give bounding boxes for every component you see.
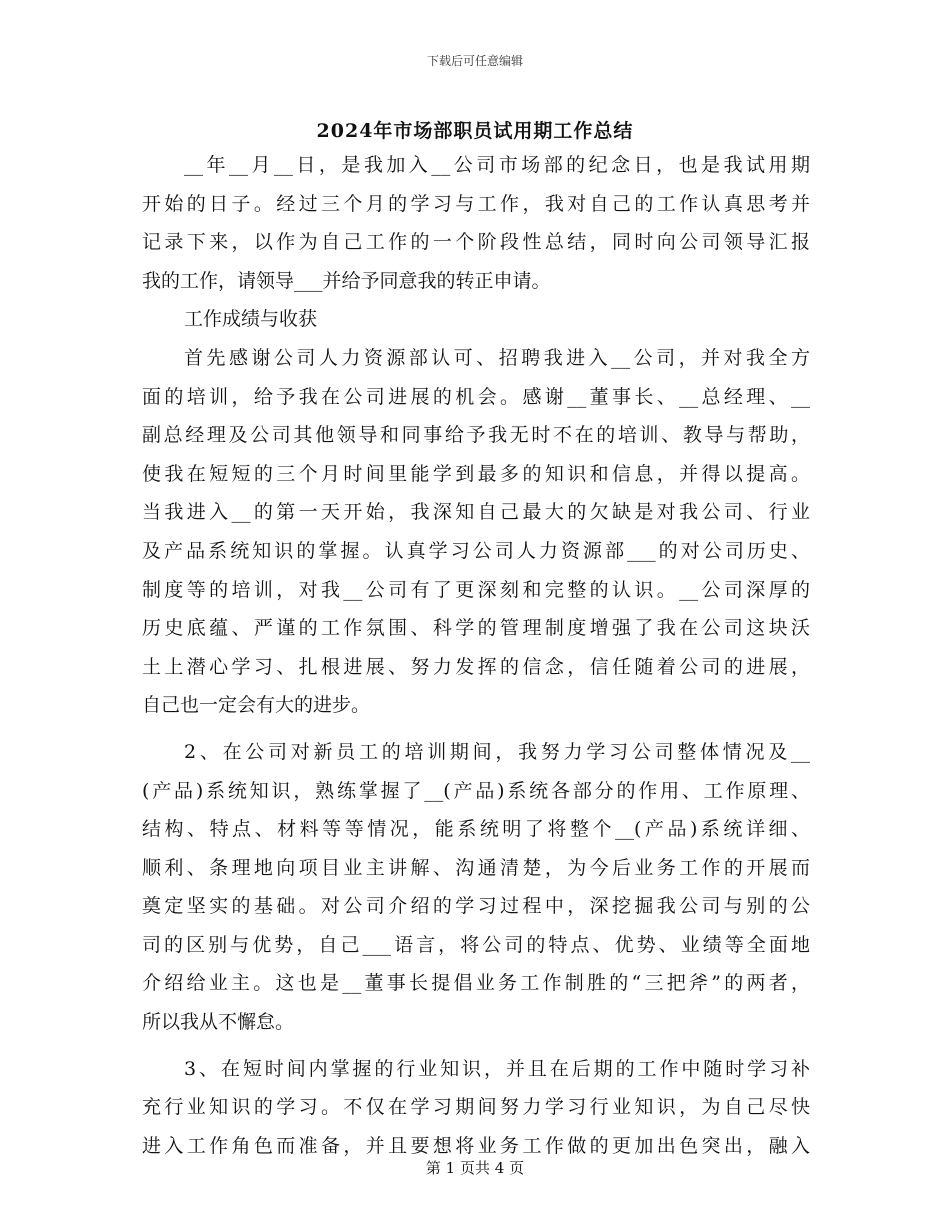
text-line: 使我在短短的三个月时间里能学到最多的知识和信息，并得以提高。: [142, 462, 810, 485]
text-line: 制度等的培训，对我__公司有了更深刻和完整的认识。__公司深厚的: [142, 578, 810, 601]
text-line: 充行业知识的学习。不仅在学习期间努力学习行业知识，为自己尽快: [142, 1096, 810, 1119]
text-line: 我的工作，请领导___并给予同意我的转正申请。: [142, 269, 551, 292]
document-title: 2024年市场部职员试用期工作总结: [316, 120, 634, 142]
section-heading: 工作成绩与收获: [184, 308, 318, 331]
text-line: 土上潜心学习、扎根进展、努力发挥的信念，信任随着公司的进展，: [142, 655, 810, 678]
text-line: 介绍给业主。这也是__董事长提倡业务工作制胜的“三把斧”的两者，: [142, 972, 810, 995]
text-line: 奠定坚实的基础。对公司介绍的学习过程中，深挖掘我公司与别的公: [142, 895, 810, 918]
text-line: 记录下来，以作为自己工作的一个阶段性总结，同时向公司领导汇报: [142, 231, 810, 254]
text-line: 及产品系统知识的掌握。认真学习公司人力资源部___的对公司历史、: [142, 539, 810, 562]
text-line: __年__月__日，是我加入__公司市场部的纪念日，也是我试用期: [184, 154, 810, 176]
text-line: 进入工作角色而准备，并且要想将业务工作做的更加出色突出，融入: [142, 1134, 810, 1157]
text-line: 首先感谢公司人力资源部认可、招聘我进入__公司，并对我全方: [184, 346, 810, 369]
text-line: 开始的日子。经过三个月的学习与工作，我对自己的工作认真思考并: [142, 192, 810, 215]
text-line: 3、在短时间内掌握的行业知识，并且在后期的工作中随时学习补: [184, 1057, 810, 1080]
text-line: 顺利、条理地向项目业主讲解、沟通清楚，为今后业务工作的开展而: [142, 856, 810, 879]
text-line: (产品)系统知识，熟练掌握了__(产品)系统各部分的作用、工作原理、: [142, 779, 810, 802]
text-line: 自己也一定会有大的进步。: [142, 694, 371, 717]
text-line: 副总经理及公司其他领导和同事给予我无时不在的培训、教导与帮助，: [142, 424, 810, 447]
page-number-footer: 第 1 页共 4 页: [425, 1159, 525, 1177]
header-note: 下载后可任意编辑: [426, 54, 523, 68]
text-line: 司的区别与优势，自己___语言，将公司的特点、优势、业绩等全面地: [142, 933, 810, 956]
text-line: 所以我从不懈怠。: [142, 1011, 295, 1034]
text-line: 当我进入__的第一天开始，我深知自己最大的欠缺是对我公司、行业: [142, 501, 810, 524]
text-line: 历史底蕴、严谨的工作氛围、科学的管理制度增强了我在公司这块沃: [142, 617, 810, 640]
text-line: 2、在公司对新员工的培训期间，我努力学习公司整体情况及__: [184, 740, 810, 763]
text-line: 面的培训，给予我在公司进展的机会。感谢__董事长、__总经理、__: [142, 385, 810, 408]
text-line: 结构、特点、材料等等情况，能系统明了将整个__(产品)系统详细、: [142, 818, 810, 841]
document-body: [142, 146, 810, 1165]
